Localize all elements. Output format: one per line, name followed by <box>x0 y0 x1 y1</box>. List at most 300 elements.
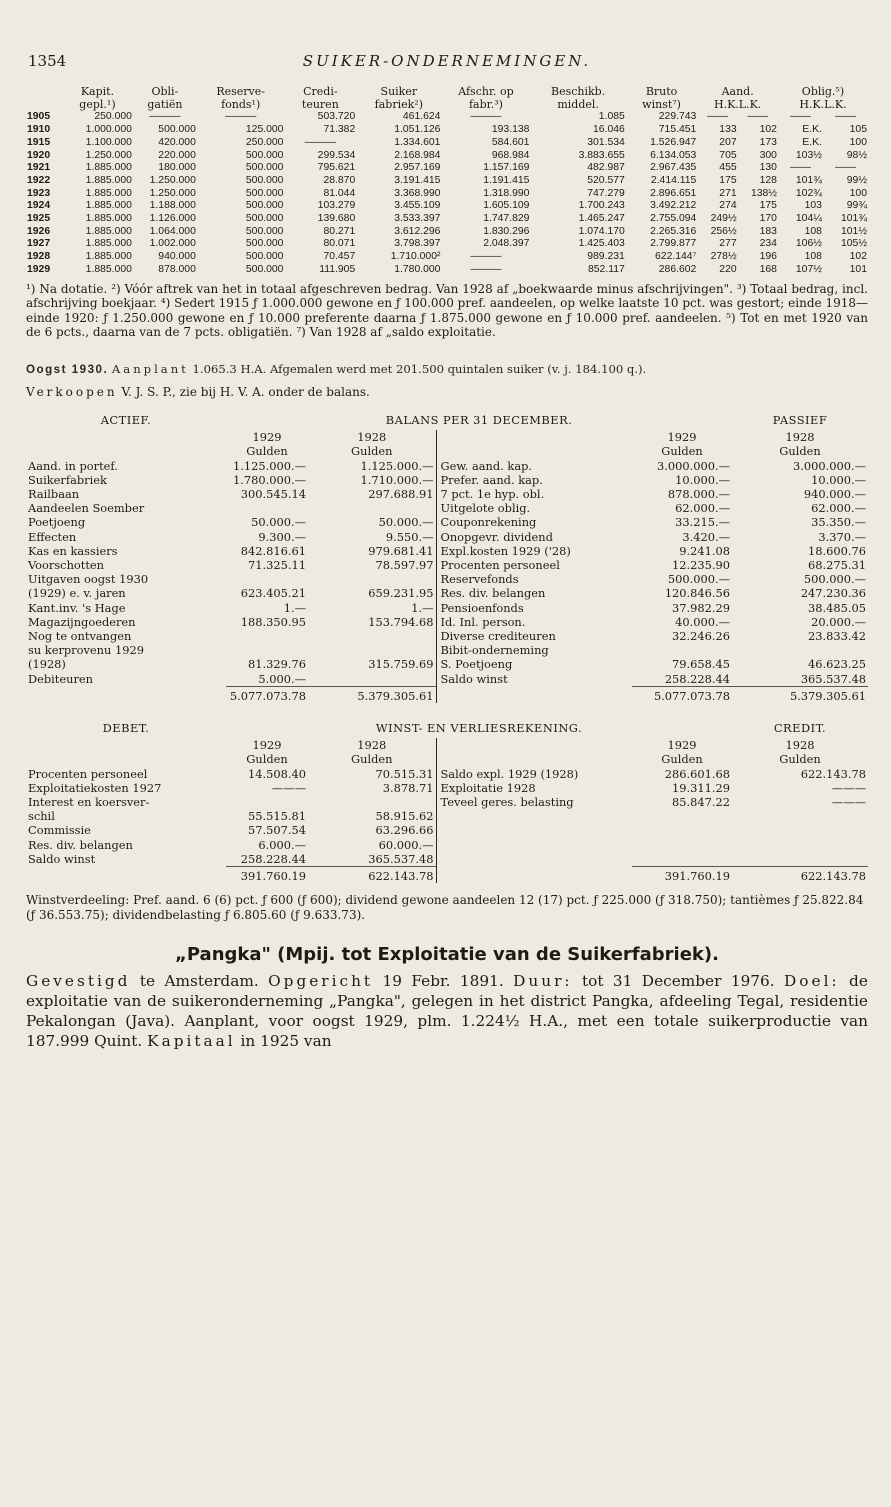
balans-value: 188.350.95 <box>240 614 306 629</box>
history-year: 1929 <box>27 263 51 275</box>
balans-label: 7 pct. 1e hyp. obl. <box>436 487 632 501</box>
balans-value: 68.275.31 <box>808 557 867 572</box>
history-cell: 102¾ <box>795 187 822 199</box>
history-cell: 520.577 <box>587 174 625 186</box>
history-cell: 1.074.170 <box>578 225 625 237</box>
balans-label: Gew. aand. kap. <box>436 459 632 473</box>
history-cell: 250.000 <box>94 111 132 123</box>
balans-label: Pensioenfonds <box>436 601 632 615</box>
gevestigd-label: Gevestigd <box>26 972 131 991</box>
col-year <box>26 86 62 111</box>
history-cell: E.K. <box>802 136 822 148</box>
history-cell: 170 <box>759 213 777 225</box>
history-cell: 101¾ <box>840 213 867 225</box>
history-cell: 106½ <box>795 238 822 250</box>
history-year: 1923 <box>27 187 51 199</box>
history-cell: 101¾ <box>795 174 822 186</box>
wv-value: 85.847.22 <box>672 795 730 809</box>
balans-value: 365.537.48 <box>800 671 867 686</box>
history-row <box>26 188 868 201</box>
wv-years-row <box>26 738 868 752</box>
wv-label <box>436 838 632 852</box>
balans-spacer <box>26 686 226 703</box>
history-cell: 3.883.655 <box>578 149 625 161</box>
wv-body <box>26 721 868 883</box>
balans-value: 297.688.91 <box>368 486 434 501</box>
wv-total: 622.143.78 <box>732 867 868 884</box>
wv-value: 63.296.66 <box>375 823 434 838</box>
history-cell: 99¾ <box>846 200 867 212</box>
history-cell: 105½ <box>840 238 867 250</box>
history-cell: 2.414.115 <box>650 174 697 186</box>
history-cell: 81.044 <box>323 187 356 199</box>
balans-value: 258.228.44 <box>664 671 731 686</box>
wv-value: 6.000.— <box>258 837 306 852</box>
history-cell: 2.896.651 <box>650 187 697 199</box>
balans-label: Voorschotten <box>28 557 104 572</box>
balans-value: 1.710.000.— <box>360 472 434 487</box>
balans-spacer <box>436 686 632 703</box>
duur-label: Duur: <box>513 972 573 991</box>
history-row <box>26 226 868 239</box>
balans-label: Suikerfabriek <box>28 472 107 487</box>
wv-label: schil <box>28 809 55 824</box>
balans-value: 9.241.08 <box>679 543 731 558</box>
balans-row <box>26 601 868 615</box>
wv-row <box>26 823 868 837</box>
balans-label: Kas en kassiers <box>28 543 118 558</box>
balans-value: 81.329.76 <box>248 657 306 672</box>
col-obligk: Oblig.⁵) H.K.L.K. <box>799 85 847 111</box>
history-cell: 1.126.000 <box>149 213 196 225</box>
history-cell: 108 <box>804 225 822 237</box>
history-cell: 3.492.212 <box>650 200 697 212</box>
history-cell: 256½ <box>710 225 737 237</box>
balans-row <box>26 643 868 657</box>
history-cell: 274 <box>719 200 737 212</box>
wv-label <box>436 852 632 867</box>
history-table <box>26 86 868 277</box>
history-cell: 420.000 <box>158 136 196 148</box>
balans-value: 50.000.— <box>251 515 306 530</box>
history-cell: 180.000 <box>158 162 196 174</box>
actief-title: ACTIEF. <box>100 412 152 427</box>
history-year: 1924 <box>27 200 51 212</box>
wv-value <box>732 823 868 837</box>
history-cell: 2.265.316 <box>650 225 697 237</box>
wv-label: Procenten personeel <box>28 766 148 781</box>
history-cell: 482.987 <box>587 162 625 174</box>
verkoopen-label: Verkoopen <box>26 384 118 399</box>
wv-value: ——— <box>271 780 306 795</box>
balans-value <box>226 572 308 586</box>
history-row <box>26 124 868 137</box>
history-cell: 196 <box>759 251 777 263</box>
history-cell: 1.250.000 <box>149 187 196 199</box>
history-cell: 101 <box>849 263 867 275</box>
balans-value: 5.000.— <box>258 671 306 686</box>
history-cell: 500.000 <box>245 200 284 212</box>
history-cell: 271 <box>719 187 737 199</box>
wv-title-row <box>26 721 868 738</box>
history-row <box>26 162 868 175</box>
aanplant-label: Aanplant <box>111 361 189 376</box>
history-cell: 277 <box>719 238 737 250</box>
opgericht-value: 19 Febr. 1891. <box>382 972 504 991</box>
balans-value: 10.000.— <box>675 472 731 487</box>
history-cell: 103.279 <box>317 200 356 212</box>
balans-total: 5.077.073.78 <box>632 686 732 703</box>
wv-label <box>436 823 632 837</box>
balans-value: 153.794.68 <box>368 614 434 629</box>
history-year: 1920 <box>27 149 51 161</box>
history-cell: 584.601 <box>491 136 530 148</box>
history-cell: 130 <box>759 162 777 174</box>
wv-value: 3.878.71 <box>382 780 434 795</box>
history-cell: 1.250.000 <box>85 149 132 161</box>
balans-value: 12.235.90 <box>672 557 731 572</box>
balans-label: Bibit-onderneming <box>436 643 632 657</box>
history-row <box>26 200 868 213</box>
history-cell: 1.885.000 <box>85 263 132 275</box>
balans-label: Diverse crediteuren <box>436 629 632 643</box>
history-cell: 80.071 <box>323 238 356 250</box>
wv-label: Interest en koersver- <box>28 795 150 809</box>
wv-row <box>26 852 868 867</box>
history-cell: 139.680 <box>317 213 356 225</box>
wv-value <box>732 852 868 867</box>
history-cell: 1.002.000 <box>149 238 196 250</box>
history-cell: 1.885.000 <box>85 174 132 186</box>
wv-value <box>632 823 732 837</box>
wv-value: 60.000.— <box>378 837 434 852</box>
duur-value: tot 31 December 1976. <box>582 972 775 991</box>
balans-label: Poetjoeng <box>28 515 86 530</box>
balans-value: 33.215.— <box>675 515 731 530</box>
balans-value: 78.597.97 <box>375 557 434 572</box>
balans-value: 35.350.— <box>811 515 867 530</box>
balans-row <box>26 501 868 515</box>
history-row <box>26 213 868 226</box>
oogst-paragraph <box>26 362 868 377</box>
history-cell: 102 <box>759 124 777 136</box>
balans-row <box>26 459 868 473</box>
balans-year-3: 1929 <box>667 430 697 445</box>
wv-unit-2: Gulden <box>351 752 393 767</box>
history-cell: 100 <box>849 187 867 199</box>
history-row <box>26 238 868 251</box>
history-row <box>26 251 868 264</box>
balans-value <box>308 629 436 643</box>
history-cell: 989.231 <box>587 251 625 263</box>
wv-total: 391.760.19 <box>226 867 308 884</box>
wv-value <box>732 809 868 823</box>
company-title: „Pangka" (Mpij. tot Exploitatie van de Suikerfabriek). <box>175 944 719 966</box>
balans-value: 62.000.— <box>675 501 731 516</box>
balans-value: 9.300.— <box>258 529 306 544</box>
debet-title: DEBET. <box>102 720 150 735</box>
balans-label: Onopgevr. dividend <box>436 530 632 544</box>
balans-value <box>226 501 308 515</box>
history-cell: 2.168.984 <box>394 149 441 161</box>
history-cell: 2.048.397 <box>483 238 530 250</box>
history-cell: 278½ <box>710 251 737 263</box>
history-year: 1910 <box>27 124 51 136</box>
wv-unit-4: Gulden <box>779 752 821 767</box>
balans-value: 38.485.05 <box>808 600 867 615</box>
wv-total: 622.143.78 <box>308 867 436 884</box>
balans-value: 10.000.— <box>811 472 867 487</box>
history-cell: 103 <box>804 200 822 212</box>
company-info <box>26 971 868 1051</box>
page-number: 1354 <box>28 52 67 70</box>
wv-label <box>436 809 632 823</box>
history-cell: 207 <box>719 136 737 148</box>
col-aand: Aand. H.K.L.K. <box>713 85 762 111</box>
history-cell: 28.870 <box>323 174 356 186</box>
oogst-text: 1.065.3 H.A. Afgemalen werd met 201.500 quintalen suiker (v. j. 184.100 q.). <box>192 361 647 376</box>
history-cell: 1.780.000 <box>394 263 441 275</box>
history-cell: 1.188.000 <box>149 200 196 212</box>
balans-row <box>26 487 868 501</box>
history-year: 1927 <box>27 238 51 250</box>
balans-value <box>632 643 732 657</box>
history-cell: 500.000 <box>245 263 284 275</box>
balans-label: S. Poetjoeng <box>436 657 632 671</box>
balans-value <box>732 643 868 657</box>
wv-label: Exploitatiekosten 1927 <box>28 780 162 795</box>
balans-row <box>26 515 868 529</box>
history-cell: 175 <box>759 200 777 212</box>
history-row <box>26 264 868 277</box>
history-cell: 173 <box>759 136 777 148</box>
col-credit: Credi- teuren <box>301 85 339 111</box>
history-cell: —— <box>790 111 811 123</box>
history-cell: E.K. <box>802 124 822 136</box>
oogst-label: Oogst 1930. <box>26 362 109 376</box>
balans-value: 79.658.45 <box>672 657 731 672</box>
balans-total: 5.379.305.61 <box>732 686 868 703</box>
kapitaal-value: in 1925 van <box>240 1032 332 1051</box>
kapitaal-label: Kapitaal <box>147 1032 236 1051</box>
balans-label: Prefer. aand. kap. <box>436 473 632 487</box>
balans-value: 623.405.21 <box>240 586 306 601</box>
history-cell: 16.046 <box>593 124 625 136</box>
history-cell: 795.621 <box>317 162 356 174</box>
history-cell: 193.138 <box>491 124 530 136</box>
doel-value: de exploitatie van de suikeronderneming „Pangka", gelegen in het district Pangka, afdeeling Tegal, residentie Pekalongan (Java). Aanplant, voor oogst 1929, plm. 1.224½ H.A., met een totale suikerproductie van 187.999 Quint. <box>26 972 868 1051</box>
balans-title-row <box>26 413 868 430</box>
balans-unit-4: Gulden <box>779 444 821 459</box>
balans-label: (1929) e. v. jaren <box>28 586 126 601</box>
balans-label: Res. div. belangen <box>436 586 632 600</box>
history-cell: 70.457 <box>323 251 356 263</box>
history-cell: 968.984 <box>491 149 530 161</box>
history-cell: 1.465.247 <box>578 213 625 225</box>
history-cell: 1.885.000 <box>85 187 132 199</box>
balans-label: Uitgelote oblig. <box>436 501 632 515</box>
history-cell: 250.000 <box>245 136 284 148</box>
wv-value: 70.515.31 <box>375 766 434 781</box>
page-header <box>26 52 868 86</box>
wv-label: Commissie <box>28 823 91 838</box>
wv-value <box>632 838 732 852</box>
balans-value: 247.230.36 <box>800 586 867 601</box>
wv-spacer <box>436 867 632 884</box>
history-cell: —— <box>707 111 728 123</box>
balans-year-1: 1929 <box>252 430 282 445</box>
history-cell: 1.885.000 <box>85 238 132 250</box>
wv-value: ——— <box>831 780 866 795</box>
balans-label: Effecten <box>28 529 77 544</box>
balans-row <box>26 572 868 586</box>
history-cell: 102 <box>849 251 867 263</box>
balans-value: 979.681.41 <box>368 543 434 558</box>
history-cell: 80.271 <box>323 225 356 237</box>
balans-totals-row <box>26 686 868 703</box>
history-cell: 461.624 <box>402 111 441 123</box>
balans-value: 3.000.000.— <box>793 458 867 473</box>
balans-value: 18.600.76 <box>808 543 867 558</box>
wv-row <box>26 838 868 852</box>
history-cell: —— <box>747 111 769 123</box>
history-cell: 1.250.000 <box>149 174 196 186</box>
history-cell: ——— <box>470 111 502 123</box>
wv-value: 19.311.29 <box>672 780 730 795</box>
balans-label: Reservefonds <box>436 572 632 586</box>
balans-label: Saldo winst <box>436 672 632 687</box>
history-cell: 2.755.094 <box>650 213 697 225</box>
history-cell: —— <box>835 162 856 174</box>
history-cell: 1.157.169 <box>483 162 530 174</box>
balans-label: Id. Inl. person. <box>436 615 632 629</box>
history-year: 1921 <box>27 162 51 174</box>
history-cell: 3.798.397 <box>394 238 441 250</box>
wv-label: Exploitatie 1928 <box>436 781 632 795</box>
balans-label: Aandeelen Soember <box>28 501 145 516</box>
balans-value: 659.231.95 <box>368 586 434 601</box>
history-cell: 229.743 <box>658 111 697 123</box>
history-cell: 3.455.109 <box>394 200 441 212</box>
wv-row <box>26 767 868 781</box>
balans-value: 1.780.000.— <box>233 472 306 487</box>
history-cell: 104¼ <box>795 213 822 225</box>
winstverdeeling: Winstverdeeling: Pref. aand. 6 (6) pct. ƒ 600 (ƒ 600); dividend gewone aandeelen 12 (17) pct. ƒ 225.000 (ƒ 318.750); tantièmes ƒ 25.822.84 (ƒ 36.553.75); dividendbelasting ƒ 6.805.60 (ƒ 9.633.73). <box>26 893 864 922</box>
history-cell: 878.000 <box>158 263 196 275</box>
balans-value: 500.000.— <box>803 572 867 587</box>
balans-label: Nog te ontvangen <box>28 628 132 643</box>
history-cell: 1.885.000 <box>85 225 132 237</box>
history-cell: 500.000 <box>158 124 196 136</box>
history-cell: 1.700.243 <box>578 200 625 212</box>
balans-value: 500.000.— <box>667 572 731 587</box>
balans-value: 120.846.56 <box>664 586 731 601</box>
history-cell: 138½ <box>750 187 777 199</box>
balans-label: (1928) <box>28 657 66 672</box>
history-cell: 715.451 <box>658 124 697 136</box>
balans-label: Debiteuren <box>28 671 93 686</box>
balans-value: 842.816.61 <box>240 543 306 558</box>
col-reserve: Reserve- fonds¹) <box>216 85 265 111</box>
verkoopen-text: V. J. S. P., zie bij H. V. A. onder de balans. <box>121 384 370 399</box>
history-year: 1915 <box>27 136 51 148</box>
history-row <box>26 150 868 163</box>
history-cell: 2.957.169 <box>394 162 441 174</box>
balans-value <box>308 501 436 515</box>
history-cell: 107½ <box>795 263 822 275</box>
balans-row <box>26 615 868 629</box>
balans-value: 32.246.26 <box>672 628 731 643</box>
balans-title: BALANS PER 31 DECEMBER. <box>385 412 573 427</box>
balans-body <box>26 413 868 703</box>
history-cell: 220.000 <box>158 149 196 161</box>
history-cell: 234 <box>759 238 777 250</box>
balans-label: Expl.kosten 1929 ('28) <box>436 544 632 558</box>
history-cell: 100 <box>849 136 867 148</box>
history-cell: 3.612.296 <box>394 225 441 237</box>
balans-value: 62.000.— <box>811 501 867 516</box>
history-year: 1925 <box>27 213 51 225</box>
footnotes <box>26 282 868 340</box>
wv-unit-row <box>26 752 868 766</box>
history-year: 1928 <box>27 251 51 263</box>
balans-year-4: 1928 <box>785 430 815 445</box>
history-cell: 1.710.000² <box>390 251 441 263</box>
balans-value <box>308 572 436 586</box>
history-cell: 500.000 <box>245 187 284 199</box>
history-cell: 71.382 <box>323 124 356 136</box>
balans-value: 3.000.000.— <box>657 458 731 473</box>
balans-row <box>26 473 868 487</box>
wv-year-2: 1928 <box>357 738 387 753</box>
history-header-row <box>26 86 868 111</box>
history-cell: 168 <box>759 263 777 275</box>
history-cell: 105 <box>849 124 867 136</box>
balans-total: 5.379.305.61 <box>308 686 436 703</box>
history-year: 1922 <box>27 174 51 186</box>
history-cell: 299.534 <box>317 149 356 161</box>
balans-value: 1.— <box>411 600 434 615</box>
balans-row <box>26 530 868 544</box>
history-cell: 1.885.000 <box>85 251 132 263</box>
balans-year-2: 1928 <box>357 430 387 445</box>
col-oblig: Obli- gatiën <box>147 85 183 111</box>
wv-value: 286.601.68 <box>664 766 730 781</box>
col-suiker: Suiker fabriek²) <box>374 85 423 111</box>
history-cell: 128 <box>759 174 777 186</box>
verkoopen-paragraph <box>26 385 868 399</box>
balans-years-row <box>26 430 868 444</box>
history-cell: 1.885.000 <box>85 162 132 174</box>
balans-value: 300.545.14 <box>240 486 306 501</box>
history-cell: 1.526.947 <box>650 136 697 148</box>
wv-year-4: 1928 <box>785 738 815 753</box>
balans-value <box>308 672 436 687</box>
history-cell: ——— <box>149 111 181 123</box>
balans-value: 940.000.— <box>803 486 867 501</box>
history-cell: ——— <box>304 136 336 148</box>
gevestigd-value: te Amsterdam. <box>139 972 259 991</box>
history-cell: 98½ <box>846 149 867 161</box>
balans-label: Railbaan <box>28 486 80 501</box>
wv-totals-row <box>26 867 868 884</box>
col-beschikb: Beschikb. middel. <box>551 85 606 111</box>
page <box>26 52 868 1051</box>
wv-title: WINST- EN VERLIESREKENING. <box>375 720 583 735</box>
balans-value <box>226 643 308 657</box>
balans-value: 1.125.000.— <box>233 458 306 473</box>
col-bruto: Bruto winst⁷) <box>642 85 681 111</box>
